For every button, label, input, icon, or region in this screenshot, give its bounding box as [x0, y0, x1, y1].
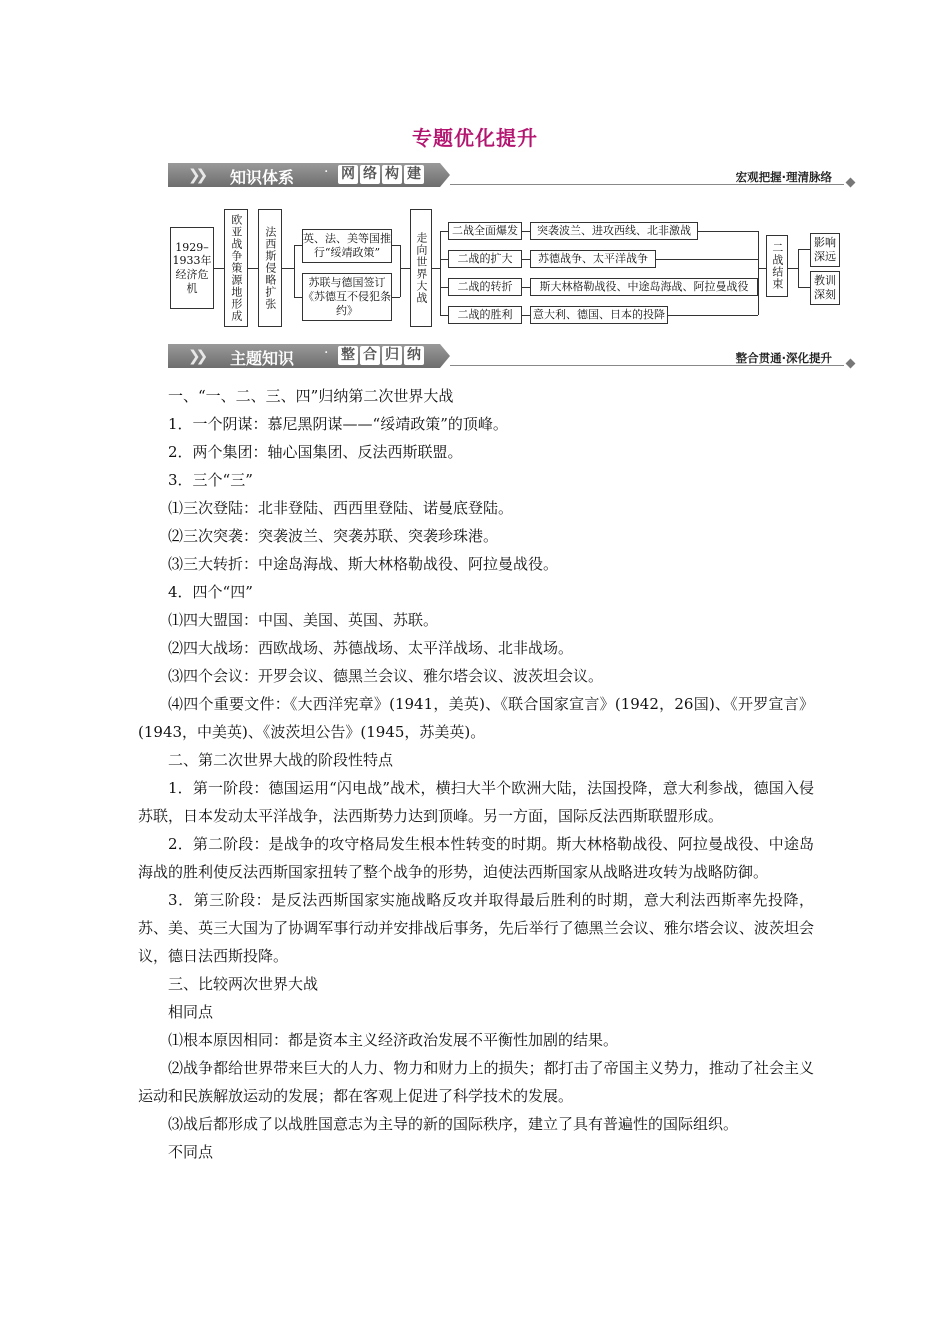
node-stage-expansion: 二战的扩大 [448, 250, 522, 268]
paragraph: ⑶三大转折：中途岛海战、斯大林格勒战役、阿拉曼战役。 [168, 555, 559, 573]
diamond-icon [846, 359, 856, 369]
diamond-icon [846, 178, 856, 188]
section-heading: 二、第二次世界大战的阶段性特点 [168, 751, 394, 769]
banner-boxed-label [338, 346, 424, 365]
banner-boxed-label [338, 165, 424, 184]
node-nonaggression-pact: 苏联与德国签订《苏德互不侵犯条约》 [302, 273, 392, 321]
dot-separator: · [324, 164, 329, 180]
knowledge-network-diagram [170, 205, 850, 333]
paragraph: 3．三个“三” [168, 471, 253, 489]
subheading: 不同点 [168, 1143, 214, 1161]
paragraph: 3．第三阶段：是反法西斯国家实施战略反攻并取得最后胜利的时期，意大利法西斯率先投降，苏、美、英三大国为了协调军事行动并安排战后事务，先后举行了德黑兰会议、雅尔塔会议、波茨坦会议，德日法西斯投降。 [138, 891, 814, 965]
paragraph: 1．第一阶段：德国运用“闪电战”战术，横扫大半个欧洲大陆，法国投降，意大利参战，德国入侵苏联，日本发动太平洋战争，法西斯势力达到顶峰。另一方面，国际反法西斯联盟形成。 [138, 779, 814, 825]
node-detail-outbreak: 突袭波兰、进攻西线、北非激战 [530, 222, 698, 240]
page-title: 专题优化提升 [412, 126, 538, 150]
paragraph: ⑷四个重要文件：《大西洋宪章》(1941，美英)、《联合国家宣言》(1942，26国)、《开罗宣言》(1943，中美英)、《波茨坦公告》(1945，苏美英)。 [138, 695, 814, 741]
node-detail-expansion: 苏德战争、太平洋战争 [530, 250, 656, 268]
boxed-char: 构 [382, 165, 402, 184]
chevron-right-icon: ❯❯ [188, 347, 204, 365]
boxed-char: 纳 [404, 346, 424, 365]
section-banner-theme-knowledge [168, 344, 854, 368]
section-banner-knowledge-system [168, 163, 854, 187]
node-appeasement: 英、法、美等国推行“绥靖政策” [302, 229, 392, 263]
boxed-char: 建 [404, 165, 424, 184]
banner-main-label: 知识体系 [230, 168, 295, 187]
banner-right-caption: 整合贯通·深化提升 [735, 351, 832, 365]
subheading: 相同点 [168, 1003, 214, 1021]
paragraph: ⑶四个会议：开罗会议、德黑兰会议、雅尔塔会议、波茨坦会议。 [168, 667, 604, 685]
paragraph: ⑵四大战场：西欧战场、苏德战场、太平洋战场、北非战场。 [168, 639, 574, 657]
paragraph: 2．两个集团：轴心国集团、反法西斯联盟。 [168, 443, 463, 461]
paragraph: ⑵战争都给世界带来巨大的人力、物力和财力上的损失；都打击了帝国主义势力，推动了社会主义运动和民族解放运动的发展；都在客观上促进了科学技术的发展。 [138, 1059, 814, 1105]
section-heading: 三、比较两次世界大战 [168, 975, 319, 993]
paragraph: 2．第二阶段：是战争的攻守格局发生根本性转变的时期。斯大林格勒战役、阿拉曼战役、中途岛海战的胜利使反法西斯国家扭转了整个战争的形势，迫使法西斯国家从战略进攻转为战略防御。 [138, 835, 814, 881]
document-body [138, 382, 814, 1166]
section-heading: 一、“一、二、三、四”归纳第二次世界大战 [168, 387, 454, 405]
dot-separator: · [324, 345, 329, 361]
node-war-end: 二战结束 [766, 235, 788, 297]
node-detail-turning: 斯大林格勒战役、中途岛海战、阿拉曼战役 [530, 278, 758, 296]
boxed-char: 合 [360, 346, 380, 365]
node-economic-crisis: 1929–1933年经济危机 [170, 227, 214, 309]
paragraph: ⑵三次突袭：突袭波兰、突袭苏联、突袭珍珠港。 [168, 527, 499, 545]
boxed-char: 网 [338, 165, 358, 184]
paragraph: ⑶战后都形成了以战胜国意志为主导的新的国际秩序，建立了具有普遍性的国际组织。 [168, 1115, 739, 1133]
paragraph: ⑴三次登陆：北非登陆、西西里登陆、诺曼底登陆。 [168, 499, 514, 517]
node-far-reaching-impact: 影响深远 [810, 233, 840, 267]
node-stage-victory: 二战的胜利 [448, 306, 522, 324]
boxed-char: 络 [360, 165, 380, 184]
paragraph: ⑴根本原因相同：都是资本主义经济政治发展不平衡性加剧的结果。 [168, 1031, 619, 1049]
banner-main-label: 主题知识 [230, 349, 295, 368]
node-detail-victory: 意大利、德国、日本的投降 [530, 306, 668, 324]
paragraph: 1．一个阴谋：慕尼黑阴谋——“绥靖政策”的顶峰。 [168, 415, 508, 433]
boxed-char: 归 [382, 346, 402, 365]
boxed-char: 整 [338, 346, 358, 365]
node-stage-turning: 二战的转折 [448, 278, 522, 296]
node-toward-world-war: 走向世界大战 [410, 209, 432, 327]
paragraph: 4．四个“四” [168, 583, 253, 601]
paragraph: ⑴四大盟国：中国、美国、英国、苏联。 [168, 611, 439, 629]
banner-right-caption: 宏观把握·理清脉络 [735, 170, 832, 184]
node-profound-lessons: 教训深刻 [810, 271, 840, 305]
node-war-sources: 欧亚战争策源地形成 [224, 209, 248, 327]
node-fascist-expansion: 法西斯侵略扩张 [258, 209, 282, 327]
chevron-right-icon: ❯❯ [188, 166, 204, 184]
node-stage-outbreak: 二战全面爆发 [448, 222, 522, 240]
